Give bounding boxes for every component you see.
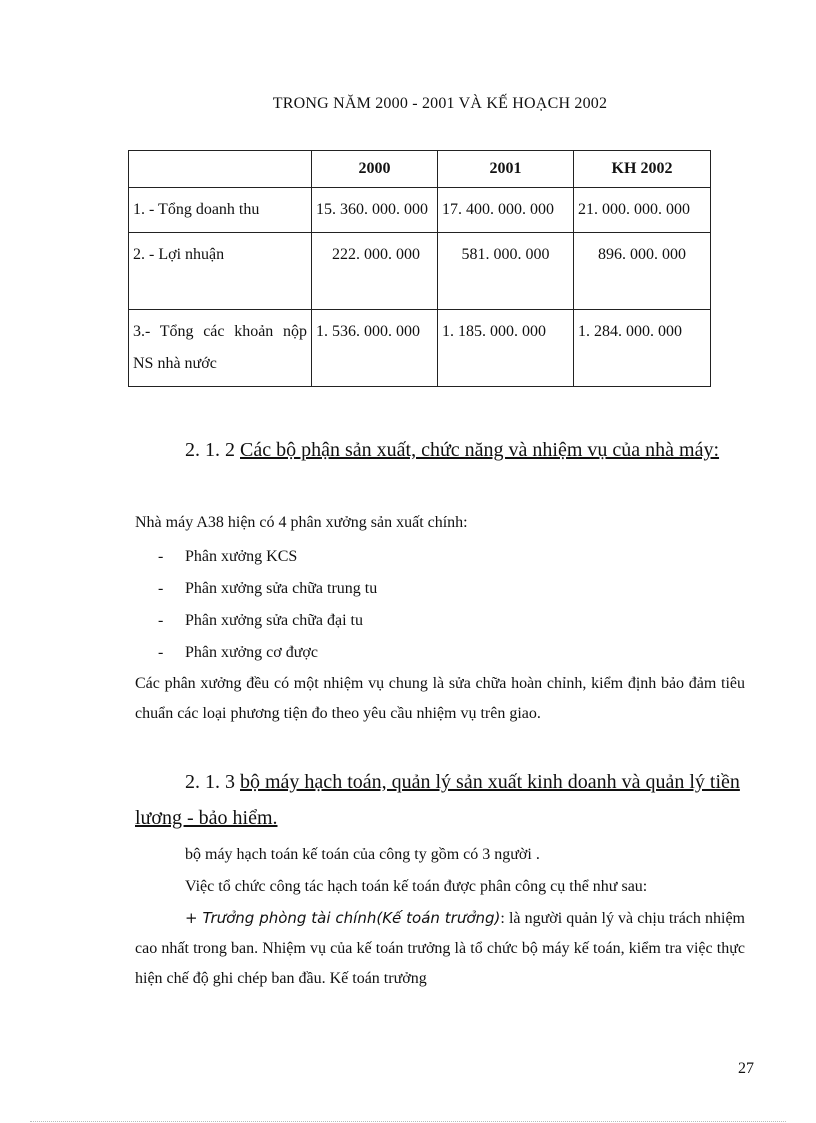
table-row xyxy=(129,310,711,387)
page-bottom-divider xyxy=(30,1121,786,1122)
role-label: + Trưởng phòng tài chính(Kế toán trưởng) xyxy=(185,909,501,927)
table-header-cell: 2000 xyxy=(312,151,438,188)
table-header-cell: KH 2002 xyxy=(574,151,711,188)
chief-accountant-paragraph xyxy=(135,903,745,994)
table-cell: 1. 185. 000. 000 xyxy=(438,310,574,387)
table-row xyxy=(129,233,711,310)
section-number: 2. 1. 2 xyxy=(185,439,235,461)
section-heading-2-1-3 xyxy=(135,764,751,836)
list-item: - Phân xưởng sửa chữa đại tu xyxy=(158,612,363,629)
row-label: 2. - Lợi nhuận xyxy=(129,233,312,310)
row-label: 1. - Tổng doanh thu xyxy=(129,188,312,233)
section-title: Các bộ phận sản xuất, chức năng và nhiệm vụ của nhà máy: xyxy=(240,439,720,461)
list-item: - Phân xưởng cơ được xyxy=(158,644,318,661)
table-header-row xyxy=(129,151,711,188)
section-heading-2-1-2 xyxy=(135,432,751,468)
intro-paragraph: Nhà máy A38 hiện có 4 phân xưởng sản xuất chính: xyxy=(135,514,468,531)
table-cell: 15. 360. 000. 000 xyxy=(312,188,438,233)
table-cell: 1. 536. 000. 000 xyxy=(312,310,438,387)
page-number: 27 xyxy=(738,1060,754,1077)
list-item: - Phân xưởng sửa chữa trung tu xyxy=(158,580,378,597)
table-cell: 1. 284. 000. 000 xyxy=(574,310,711,387)
row-label: 3.- Tổng các khoản nộp NS nhà nước xyxy=(129,310,312,387)
staff-paragraph: bộ máy hạch toán kế toán của công ty gồm có 3 người . xyxy=(185,846,540,863)
table-cell: 581. 000. 000 xyxy=(438,233,574,310)
financial-table xyxy=(128,150,711,387)
table-header-cell xyxy=(129,151,312,188)
section-number: 2. 1. 3 xyxy=(185,771,235,793)
table-cell: 21. 000. 000. 000 xyxy=(574,188,711,233)
organization-paragraph: Việc tổ chức công tác hạch toán kế toán được phân công cụ thể như sau: xyxy=(185,878,648,895)
list-item: - Phân xưởng KCS xyxy=(158,548,298,565)
table-cell: 17. 400. 000. 000 xyxy=(438,188,574,233)
table-cell: 222. 000. 000 xyxy=(312,233,438,310)
workshop-list xyxy=(158,541,377,669)
table-row xyxy=(129,188,711,233)
workshop-task-paragraph: Các phân xưởng đều có một nhiệm vụ chung là sửa chữa hoàn chỉnh, kiểm định bảo đảm tiêu chuẩn các loại phương tiện đo theo yêu cầu nhiệm vụ trên giao. xyxy=(135,675,745,722)
table-header-cell: 2001 xyxy=(438,151,574,188)
section-title: bộ máy hạch toán, quản lý sản xuất kinh doanh và quản lý tiền lương - bảo hiểm. xyxy=(135,771,740,829)
table-cell: 896. 000. 000 xyxy=(574,233,711,310)
role-description: : là người quản lý và chịu trách nhiệm cao nhất trong ban. Nhiệm vụ của kế toán trưởng là tổ chức bộ máy kế toán, kiểm tra việc thực hiện chế độ ghi chép ban đầu. Kế toán trưởng xyxy=(135,910,745,987)
page-title: TRONG NĂM 2000 - 2001 VÀ KẾ HOẠCH 2002 xyxy=(272,95,608,112)
